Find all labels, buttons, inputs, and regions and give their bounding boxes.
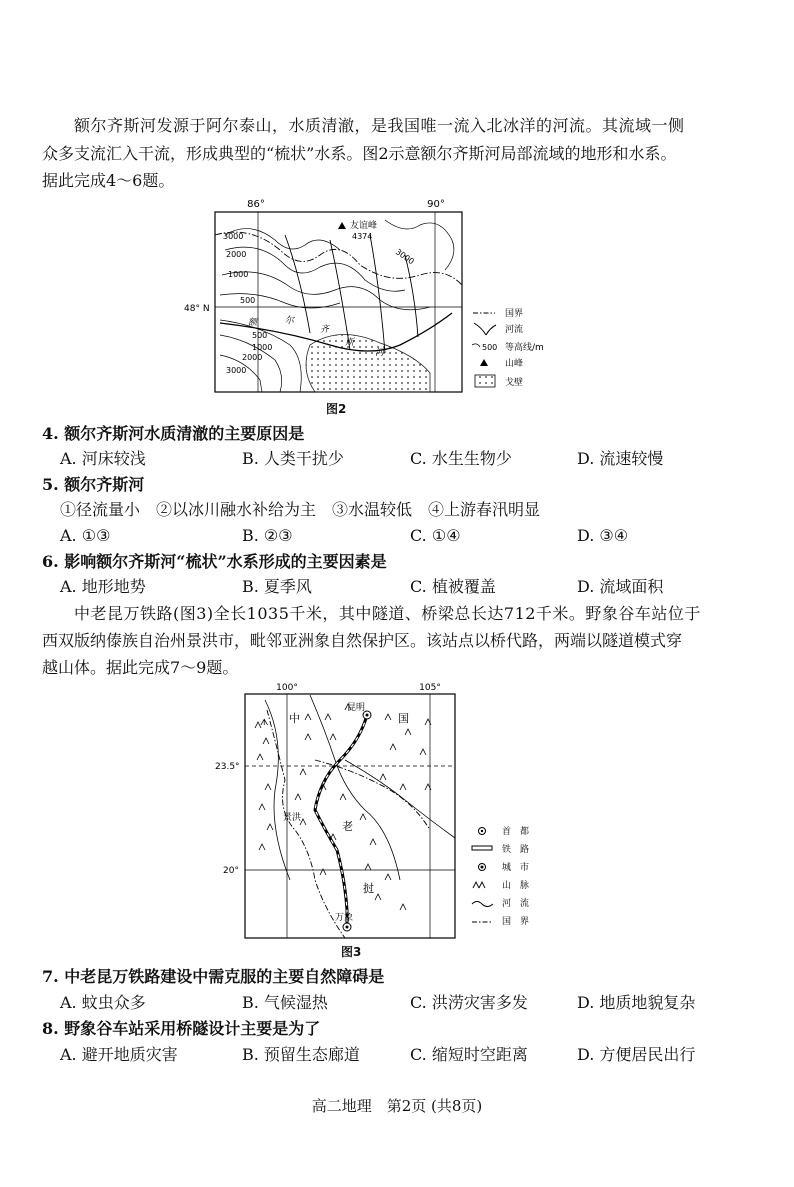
fig3-city: 景洪: [283, 813, 302, 823]
fig3-frame: [245, 694, 455, 938]
fig2-contour-label: 1000: [252, 343, 273, 352]
q7-option-c[interactable]: C. 洪涝灾害多发: [410, 993, 528, 1012]
legend-label: 等高线/m: [505, 343, 544, 353]
fig2-lon-left: 86°: [247, 199, 265, 210]
legend-label: 铁 路: [502, 845, 530, 855]
passage2-line3: 越山体。据此完成7～9题。: [42, 658, 239, 677]
fig2-river-char: 齐: [320, 325, 330, 335]
river-icon: [474, 323, 496, 335]
q7-option-b[interactable]: B. 气候湿热: [242, 993, 328, 1012]
q4-stem: 4. 额尔齐斯河水质清澈的主要原因是: [42, 424, 305, 443]
q8-option-c[interactable]: C. 缩短时空距离: [410, 1045, 528, 1064]
legend-label: 山 脉: [502, 881, 530, 891]
figure-2-caption: 图2: [326, 402, 347, 416]
legend-label: 首 都: [502, 827, 530, 837]
q6-option-b[interactable]: B. 夏季风: [242, 577, 312, 596]
fig2-river-char: 额: [248, 318, 258, 328]
figure-3-caption: 图3: [341, 945, 362, 959]
railway-icon: [472, 846, 492, 850]
legend-label: 国界: [505, 309, 524, 319]
fig3-country: 中: [289, 712, 300, 725]
fig3-lon-right: 105°: [419, 683, 441, 693]
fig2-contour-label: 3000: [223, 232, 244, 241]
fig3-country: 国: [398, 712, 409, 725]
mountain-icon: [473, 882, 485, 888]
legend-label: 河流: [505, 325, 524, 335]
railway: [315, 715, 367, 925]
page-footer: 高二地理 第2页 (共8页): [311, 1097, 483, 1115]
fig2-peak-elev: 4374: [352, 232, 373, 241]
fig2-lon-right: 90°: [427, 199, 445, 210]
fig2-peak-name: 友谊峰: [350, 221, 378, 231]
fig3-country: 老: [342, 820, 353, 833]
q6-option-c[interactable]: C. 植被覆盖: [410, 577, 496, 596]
q5-statements: ①径流量小 ②以冰川融水补给为主 ③水温较低 ④上游春汛明显: [60, 500, 541, 519]
river: [265, 700, 290, 880]
passage2-line2: 西双版纳傣族自治州景洪市，毗邻亚洲象自然保护区。该站点以桥代路，两端以隧道模式穿: [42, 631, 683, 650]
fig3-city: 万象: [335, 913, 354, 923]
q8-stem: 8. 野象谷车站采用桥隧设计主要是为了: [42, 1019, 321, 1038]
fig2-contour-label: 500: [240, 296, 256, 305]
fig2-legend: [472, 308, 544, 388]
legend-label: 山峰: [505, 359, 524, 369]
q5-option-d[interactable]: D. ③④: [577, 526, 629, 545]
fig2-contour-label: 2000: [242, 353, 263, 362]
legend-label: 国 界: [502, 917, 530, 927]
fig2-contour-label: 3000: [226, 366, 247, 375]
q4-option-c[interactable]: C. 水生生物少: [410, 449, 512, 468]
passage1-line3: 据此完成4～6题。: [42, 171, 175, 190]
figure-3-map: [215, 680, 555, 942]
border-line: [267, 710, 345, 938]
legend-label: 戈壁: [505, 378, 524, 388]
legend-sample: 500: [482, 343, 498, 352]
peak-triangle-icon: [338, 222, 346, 229]
q8-option-d[interactable]: D. 方便居民出行: [577, 1045, 696, 1064]
mountain-symbols: [260, 718, 269, 728]
fig2-river-char: 尔: [285, 316, 295, 326]
fig2-river-char: 斯: [345, 338, 355, 348]
svg-text:ᗑ: ᗑ: [260, 718, 269, 728]
river: [310, 695, 400, 880]
fig3-lon-left: 100°: [276, 683, 298, 693]
q4-option-d[interactable]: D. 流速较慢: [577, 449, 664, 468]
river: [345, 760, 455, 838]
fig2-river-char: 河: [375, 348, 385, 358]
fig2-contour-label: 500: [252, 331, 268, 340]
legend-label: 城 市: [502, 863, 530, 873]
q5-stem: 5. 额尔齐斯河: [42, 475, 145, 494]
fig2-lat: 48° N: [184, 304, 210, 314]
figure-2-map: [184, 195, 550, 420]
contour-icon: [472, 344, 480, 347]
q8-option-a[interactable]: A. 避开地质灾害: [60, 1045, 178, 1064]
q6-stem: 6. 影响额尔齐斯河“梳状”水系形成的主要因素是: [42, 552, 387, 571]
q6-option-d[interactable]: D. 流域面积: [577, 577, 664, 596]
fig3-lat-top: 23.5°: [215, 762, 240, 772]
river-icon: [472, 902, 493, 907]
fig3-city: 昆明: [347, 703, 366, 713]
passage1-line2: 众多支流汇入干流，形成典型的“梳状”水系。图2示意额尔齐斯河局部流域的地形和水系。: [42, 144, 677, 163]
q5-option-a[interactable]: A. ①③: [60, 526, 111, 545]
q7-stem: 7. 中老昆万铁路建设中需克服的主要自然障碍是: [42, 967, 385, 986]
q4-option-b[interactable]: B. 人类干扰少: [242, 449, 344, 468]
q8-option-b[interactable]: B. 预留生态廊道: [242, 1045, 360, 1064]
fig3-country: 挝: [363, 882, 374, 895]
fig3-legend: [472, 825, 529, 927]
passage1-line1: 额尔齐斯河发源于阿尔泰山，水质清澈，是我国唯一流入北冰洋的河流。其流域一侧: [74, 116, 685, 135]
border-line: [215, 232, 462, 285]
q6-option-a[interactable]: A. 地形地势: [60, 577, 146, 596]
q5-option-b[interactable]: B. ②③: [242, 526, 293, 545]
fig2-contour-label: 1000: [228, 270, 249, 279]
passage2-line1: 中老昆万铁路(图3)全长1035千米，其中隧道、桥梁总长达712千米。野象谷车站位于: [74, 604, 701, 623]
gobi-dots-icon: [475, 375, 495, 387]
fig3-lat-bottom: 20°: [223, 866, 239, 876]
legend-label: 河 流: [502, 899, 530, 909]
fig2-contour-label: 2000: [226, 250, 247, 259]
q4-option-a[interactable]: A. 河床较浅: [60, 449, 146, 468]
fig2-contour-label: 3000: [393, 247, 416, 267]
peak-triangle-icon: [480, 359, 488, 366]
q7-option-d[interactable]: D. 地质地貌复杂: [577, 993, 696, 1012]
q7-option-a[interactable]: A. 蚊虫众多: [60, 993, 146, 1012]
q5-option-c[interactable]: C. ①④: [410, 526, 461, 545]
